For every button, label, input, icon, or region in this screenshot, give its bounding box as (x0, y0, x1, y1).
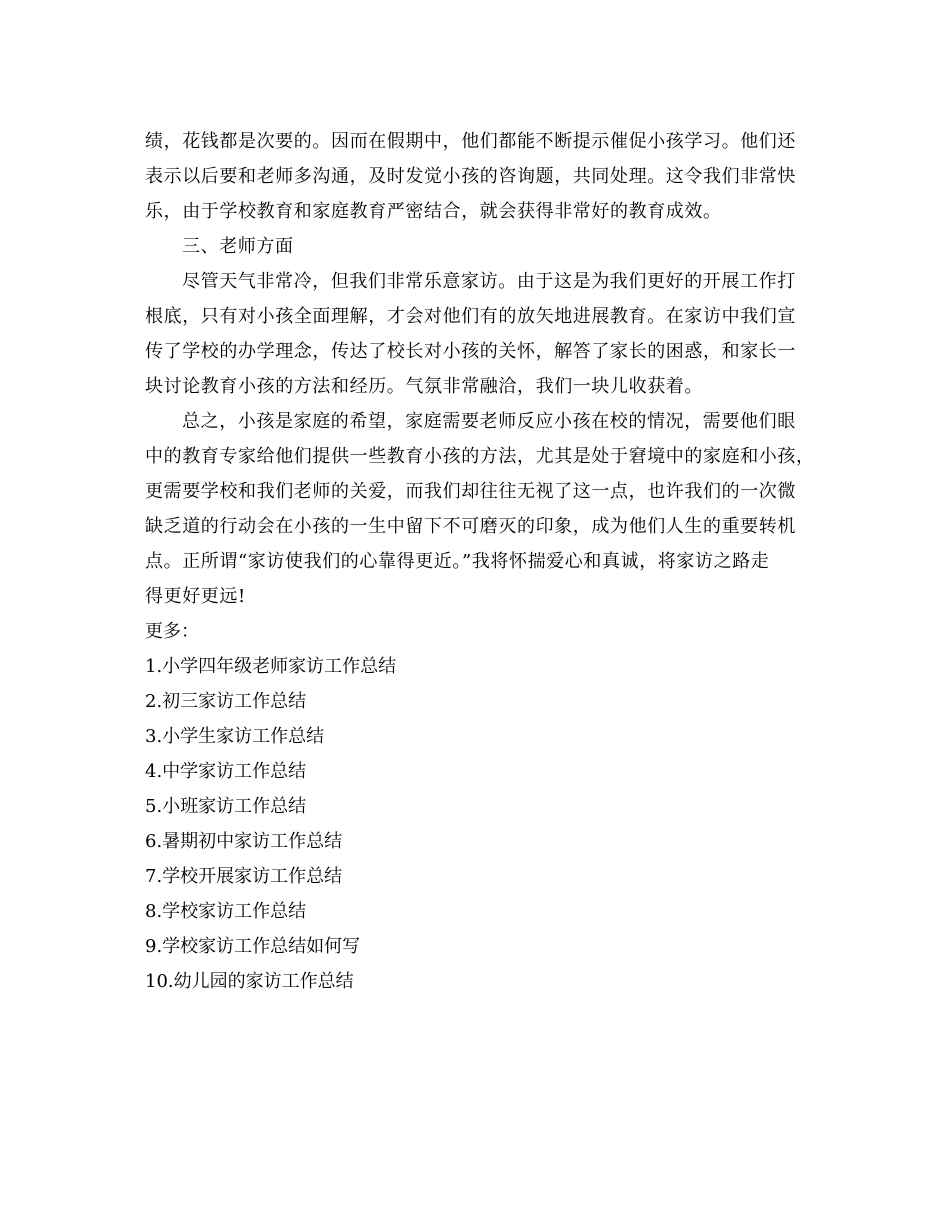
section-heading: 三、老师方面 (182, 236, 294, 257)
text-line: 点。正所谓“家访使我们的心靠得更近。”我将怀揣爱心和真诚，将家访之路走 (145, 551, 770, 572)
paragraph-teacher (145, 264, 805, 404)
text-line: 根底，只有对小孩全面理解，才会对他们有的放矢地进展教育。在家访中我们宣 (145, 306, 796, 327)
related-link[interactable]: 9.学校家访工作总结如何写 (145, 936, 361, 957)
related-link[interactable]: 10.幼儿园的家访工作总结 (145, 971, 354, 992)
related-link[interactable]: 2.初三家访工作总结 (145, 691, 307, 712)
text-line: 缺乏道的行动会在小孩的一生中留下不可磨灭的印象，成为他们人生的重要转机 (145, 516, 796, 537)
text-line: 中的教育专家给他们提供一些教育小孩的方法，尤其是处于窘境中的家庭和小孩， (145, 446, 815, 467)
text-line: 传了学校的办学理念，传达了校长对小孩的关怀，解答了家长的困惑，和家长一 (145, 341, 796, 362)
text-line: 尽管天气非常冷，但我们非常乐意家访。由于这是为我们更好的开展工作打 (182, 271, 796, 292)
text-line: 更需要学校和我们老师的关爱，而我们却往往无视了这一点，也许我们的一次微 (145, 481, 796, 502)
text-line: 得更好更远! (145, 586, 246, 607)
text-line: 块讨论教育小孩的方法和经历。气氛非常融洽，我们一块儿收获着。 (145, 376, 703, 397)
related-link[interactable]: 5.小班家访工作总结 (145, 796, 307, 817)
related-link[interactable]: 1.小学四年级老师家访工作总结 (145, 656, 397, 677)
text-line: 总之，小孩是家庭的希望，家庭需要老师反应小孩在校的情况，需要他们眼 (182, 411, 796, 432)
related-link[interactable]: 3.小学生家访工作总结 (145, 726, 325, 747)
related-link[interactable]: 6.暑期初中家访工作总结 (145, 831, 343, 852)
document-body (145, 124, 815, 999)
text-line: 表示以后要和老师多沟通，及时发觉小孩的咨询题，共同处理。这令我们非常快 (145, 166, 796, 187)
paragraph-summary (145, 404, 815, 614)
paragraph-continued (145, 124, 805, 229)
related-link[interactable]: 4.中学家访工作总结 (145, 761, 307, 782)
related-link[interactable]: 7.学校开展家访工作总结 (145, 866, 343, 887)
more-label: 更多： (145, 621, 199, 642)
text-line: 乐，由于学校教育和家庭教育严密结合，就会获得非常好的教育成效。 (145, 201, 722, 222)
related-link[interactable]: 8.学校家访工作总结 (145, 901, 307, 922)
related-links-list (145, 649, 805, 999)
text-line: 绩，花钱都是次要的。因而在假期中，他们都能不断提示催促小孩学习。他们还 (145, 131, 796, 152)
